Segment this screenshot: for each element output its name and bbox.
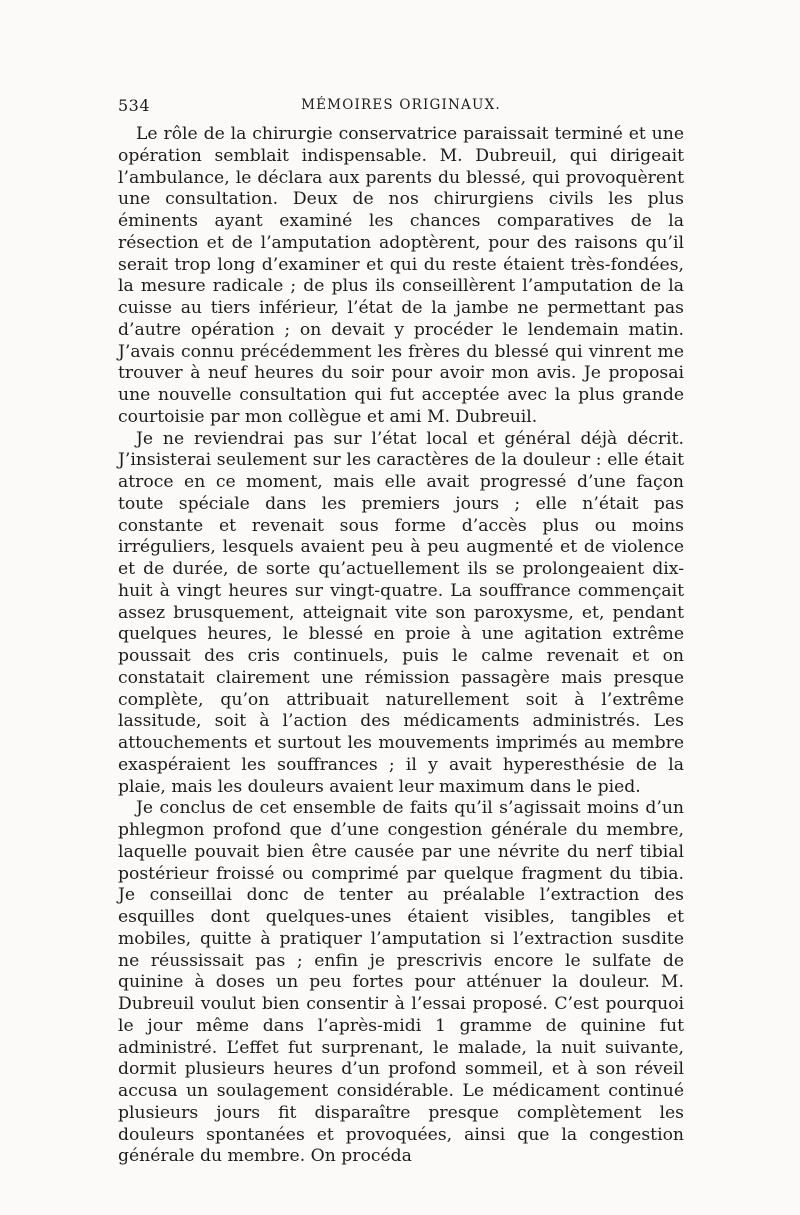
page-header <box>118 96 684 122</box>
page-number: 534 <box>118 96 151 115</box>
paragraph: Je ne reviendrai pas sur l’état local et général déjà décrit. J’insisterai seulement sur les caractères de la douleur : elle était atroce en ce moment, mais elle avait progressé d’une façon toute spéciale dans les premiers jours ; elle n’était pas constante et revenait sous forme d’accès plus ou moins irréguliers, lesquels avaient peu à peu augmenté et de violence et de durée, de sorte qu’actuellement ils se prolongeaient dix-huit à vingt heures sur vingt-quatre. La souffrance commençait assez brusquement, atteignait vite son paroxysme, et, pendant quelques heures, le blessé en proie à une agitation extrême poussait des cris continuels, puis le calme revenait et on constatait clairement une rémission passagère mais presque complète, qu’on attribuait naturellement soit à l’extrême lassitude, soit à l’action des médicaments administrés. Les attouchements et surtout les mouvements imprimés au membre exaspéraient les souffrances ; il y avait hyperesthésie de la plaie, mais les douleurs avaient leur maximum dans le pied. <box>118 428 684 797</box>
paragraph: Je conclus de cet ensemble de faits qu’il s’agissait moins d’un phlegmon profond que d’une congestion générale du membre, laquelle pouvait bien être causée par une névrite du nerf tibial postérieur froissé ou comprimé par quelque fragment du tibia. Je conseillai donc de tenter au préalable l’extraction des esquilles dont quelques-unes étaient visibles, tangibles et mobiles, quitte à pratiquer l’amputation si l’extraction susdite ne réussissait pas ; enfin je prescrivis encore le sulfate de quinine à doses un peu fortes pour atténuer la douleur. M. Dubreuil voulut bien consentir à l’essai proposé. C’est pourquoi le jour même dans l’après-midi 1 gramme de quinine fut administré. L’effet fut surprenant, le malade, la nuit suivante, dormit plusieurs heures d’un profond sommeil, et à son réveil accusa un soulagement considérable. Le médicament continué plusieurs jours fit disparaître presque complètement les douleurs spontanées et provoquées, ainsi que la congestion générale du membre. On procéda <box>118 798 684 1167</box>
running-head: MÉMOIRES ORIGINAUX. <box>301 97 501 113</box>
book-page <box>118 96 684 1168</box>
body-text <box>118 124 684 1168</box>
paragraph: Le rôle de la chirurgie conservatrice paraissait terminé et une opération semblait indispensable. M. Dubreuil, qui dirigeait l’ambulance, le déclara aux parents du blessé, qui provoquèrent une consultation. Deux de nos chirurgiens civils les plus éminents ayant examiné les chances comparatives de la résection et de l’amputation adoptèrent, pour des raisons qu’il serait trop long d’examiner et qui du reste étaient très-fondées, la mesure radicale ; de plus ils conseillèrent l’amputation de la cuisse au tiers inférieur, l’état de la jambe ne permettant pas d’autre opération ; on devait y procéder le lendemain matin. J’avais connu précédemment les frères du blessé qui vinrent me trouver à neuf heures du soir pour avoir mon avis. Je proposai une nouvelle consultation qui fut acceptée avec la plus grande courtoisie par mon collègue et ami M. Dubreuil. <box>118 124 684 427</box>
